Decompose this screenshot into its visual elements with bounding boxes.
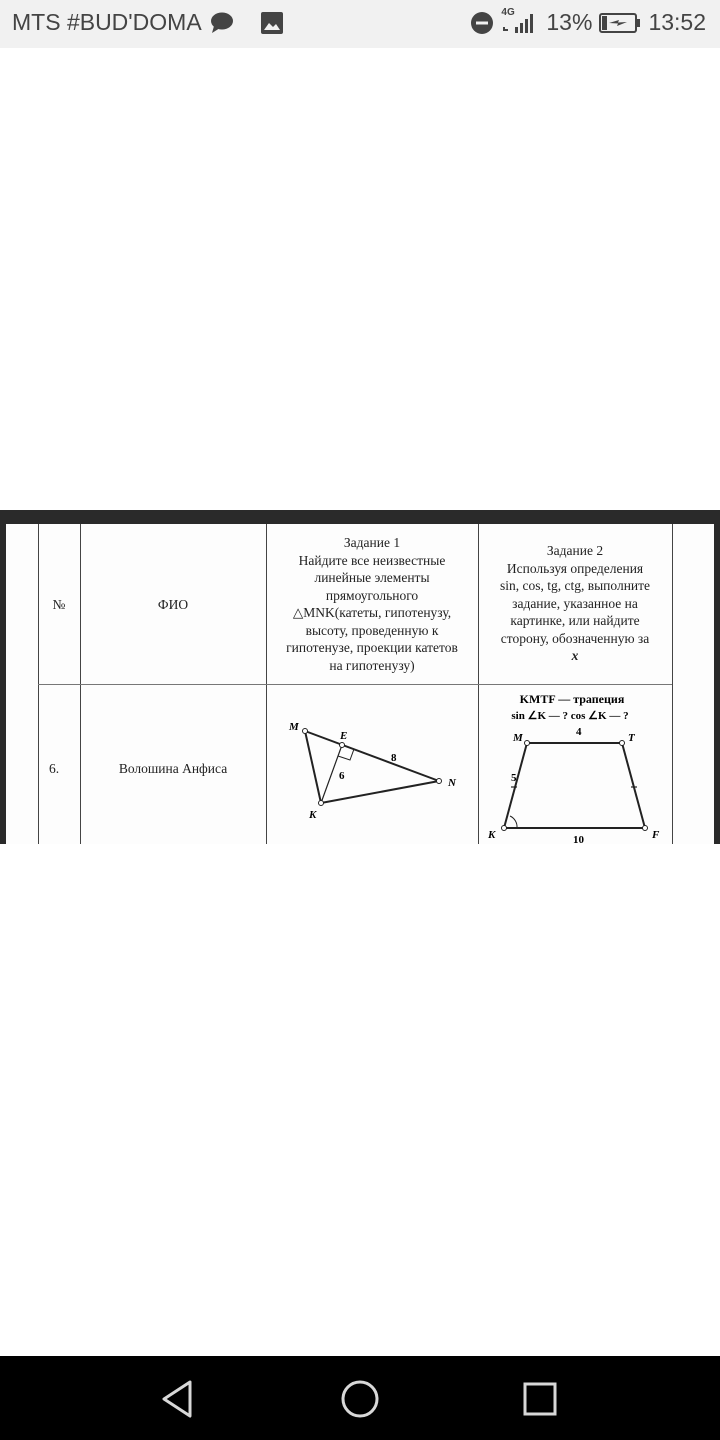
task1-line: линейные элементы — [314, 570, 430, 585]
task2-line: Используя определения — [506, 560, 644, 576]
status-bar — [0, 0, 720, 48]
label-f: F — [652, 829, 660, 841]
header-name: ФИО — [157, 597, 189, 612]
row-number: 6. — [48, 761, 60, 776]
chat-bubble-icon — [210, 12, 234, 34]
vertex-point — [525, 741, 530, 746]
table-row-divider — [38, 684, 672, 685]
angle-k-arc — [510, 816, 517, 828]
vertex-point — [643, 826, 648, 831]
value-en: 8 — [391, 752, 397, 764]
recents-icon — [525, 1384, 555, 1414]
vertex-point — [340, 743, 345, 748]
battery-percent: 13% — [546, 9, 593, 35]
worksheet-table — [6, 524, 714, 844]
label-m: M — [289, 721, 299, 733]
value-kf: 10 — [573, 834, 584, 846]
task2-line: сторону, обозначенную за — [500, 630, 650, 646]
side-km — [305, 731, 321, 803]
back-icon — [164, 1382, 190, 1416]
network-type: 4G — [501, 6, 515, 18]
trapezoid-diagram — [480, 686, 674, 844]
trapezoid-question: sin ∠K — ? cos ∠K — ? — [511, 710, 629, 722]
value-km: 5 — [511, 772, 517, 784]
header-task1 — [268, 534, 476, 674]
value-mt: 4 — [576, 726, 582, 738]
label-t: T — [628, 732, 635, 744]
triangle-diagram — [268, 686, 478, 844]
label-k: K — [309, 809, 317, 821]
side-tf — [622, 743, 645, 828]
task1-line: △MNK(катеты, гипотенузу, — [292, 605, 452, 620]
vertex-point — [303, 729, 308, 734]
task2-line: sin, cos, tg, ctg, выполните — [499, 578, 651, 593]
task1-line: высоту, проведенную к — [305, 622, 439, 638]
image-icon — [260, 11, 284, 35]
task2-line: задание, указанное на — [512, 595, 638, 611]
value-ke: 6 — [339, 770, 345, 782]
trapezoid-title: KMTF — трапеция — [519, 692, 625, 706]
clock: 13:52 — [648, 9, 706, 35]
signal-bars-icon — [501, 11, 539, 35]
task1-line: Задание 1 — [343, 535, 401, 550]
task1-line: на гипотенузу) — [329, 657, 415, 673]
status-right — [470, 6, 706, 36]
navigation-bar — [0, 1356, 720, 1440]
header-task2 — [480, 542, 670, 665]
do-not-disturb-icon — [470, 11, 494, 35]
task1-line: прямоугольного — [325, 587, 419, 603]
side-nk — [321, 781, 439, 803]
status-left — [12, 9, 284, 36]
side-mn — [305, 731, 439, 781]
signal-cluster — [501, 6, 539, 35]
vertex-point — [319, 801, 324, 806]
battery-charging-icon — [599, 12, 641, 34]
side-km — [504, 743, 527, 828]
home-icon — [343, 1382, 377, 1416]
vertex-point — [437, 779, 442, 784]
task2-line: Задание 2 — [546, 543, 604, 558]
task2-line: картинке, или найдите — [510, 613, 640, 628]
back-button[interactable] — [156, 1376, 202, 1422]
label-e: E — [340, 730, 348, 742]
label-n: N — [448, 777, 456, 789]
task1-line: Найдите все неизвестные — [298, 552, 446, 568]
task1-line: гипотенузе, проекции катетов — [286, 640, 458, 655]
recents-button[interactable] — [517, 1376, 563, 1422]
label-k: K — [488, 829, 496, 841]
home-button[interactable] — [337, 1376, 383, 1422]
vertex-point — [502, 826, 507, 831]
label-m: M — [513, 732, 523, 744]
task2-line: x — [571, 648, 579, 663]
row-name: Волошина Анфиса — [118, 761, 228, 776]
worksheet-photo[interactable] — [0, 510, 720, 844]
vertex-point — [620, 741, 625, 746]
carrier-name: MTS #BUD'DOMA — [12, 9, 202, 35]
header-number: № — [52, 597, 66, 612]
